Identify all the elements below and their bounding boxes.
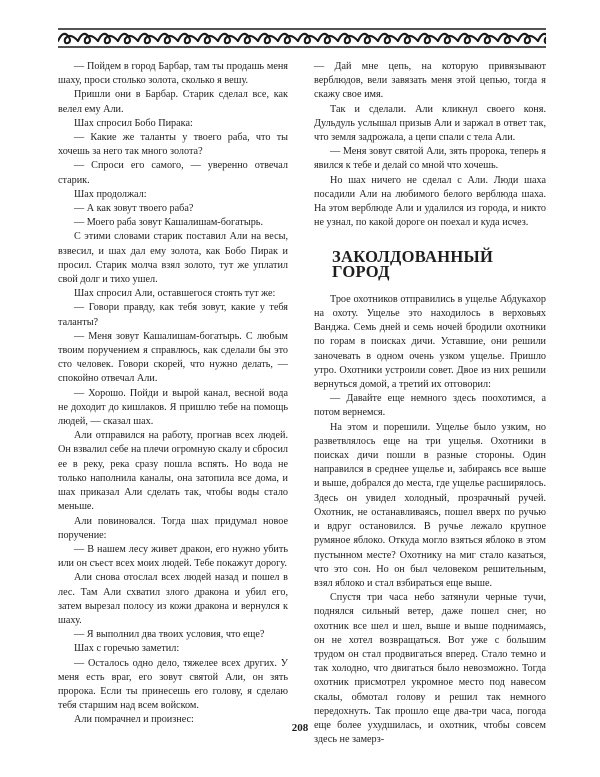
paragraph: На этом и порешили. Ущелье было узким, но разветвлялось еще на три ущелья. Охотники в поисках дичи пошли в разные стороны. Один направился в среднее ущелье и, забираясь все выше и выше, добрался до места, где ущелье расширялось. Здесь он увидел холодный, прозрачный ручей. Охотник, не останавливаясь, пошел вверх по ручью и вдруг остановился. В ручье лежало крупное румяное яблоко. Откуда могло взяться яблоко в этом пустынном месте? Охотнику на миг стало казаться, что это сон. Но он был человеком решительным, взял яблоко и стал взбираться еще выше.: [314, 421, 546, 589]
paragraph: Пришли они в Барбар. Старик сделал все, как велел ему Али.: [58, 89, 288, 115]
paragraph: — А как зовут твоего раба?: [74, 203, 194, 215]
left-text-column: [58, 60, 288, 728]
paragraph: С этими словами старик поставил Али на весы, взвесил, и шах дал ему золота, как Бобо Пирак и просил. Старик молча взял золото, тут же уплатил свой долг и тихо ушел.: [58, 231, 288, 286]
paragraph: Так и сделали. Али кликнул своего коня. Дульдуль услышал призыв Али и заржал в ответ так, что земля задрожала, а цепи спали с тела Али.: [314, 103, 546, 144]
paragraph: — Пойдем в город Барбар, там ты продашь меня шаху, проси столько золота, сколько я вешу.: [58, 61, 288, 87]
paragraph: Трое охотников отправились в ущелье Абдукахор на охоту. Ущелье это находилось в верховьях Ванджа. Семь дней и семь ночей бродили охотники по горам в поисках дичи. Уставшие, они решили заночевать в одном очень узком ущелье. Пришло утро. Охотники устроили совет. Двое из них решили вернуться домой, а третий их отговорил:: [314, 293, 546, 391]
paragraph: — Дай мне цепь, на которую привязывают верблюдов, вели завязать меня этой цепью, тогда я скажу свое имя.: [314, 61, 546, 101]
paragraph: — Какие же таланты у твоего раба, что ты хочешь за него так много золота?: [58, 132, 288, 158]
paragraph: Али повиновался. Тогда шах придумал новое поручение:: [58, 515, 288, 541]
paragraph: Шах продолжал:: [74, 188, 147, 200]
paragraph: — Давайте еще немного здесь поохотимся, а потом вернемся.: [314, 393, 546, 419]
paragraph: — Моего раба зовут Кашалишам-богатырь.: [74, 217, 263, 229]
paragraph: Али снова отослал всех людей назад и пошел в лес. Там Али схватил злого дракона и убил его, затем вырезал полосу из кожи дракона и вернулся к шаху.: [58, 572, 288, 626]
paragraph: Шах спросил Али, оставшегося стоять тут же:: [74, 288, 276, 300]
paragraph: — Осталось одно дело, тяжелее всех других. У меня есть враг, его зовут святой Али, он зять пророка. Если ты принесешь его голову, я сделаю тебя старшим над всем войском.: [58, 657, 288, 712]
page-number: 208: [291, 722, 309, 734]
paragraph: — В нашем лесу живет дракон, его нужно убить или он съест всех моих людей. Тебе покажут дорогу.: [58, 543, 288, 570]
paragraph: — Я выполнил два твоих условия, что еще?: [74, 629, 265, 641]
paragraph: — Хорошо. Пойди и вырой канал, весной вода не доходит до кишлаков. Я пришлю тебе на помощь людей, — сказал шах.: [58, 387, 288, 428]
paragraph: Но шах ничего не сделал с Али. Люди шаха посадили Али на любимого белого верблюда шаха. На этом верблюде Али и удалился из города, и никто не узнал, по какой дороге он поехал и куда исчез.: [314, 174, 546, 229]
decorative-border-ornament: [58, 27, 546, 49]
right-text-column: [314, 60, 546, 747]
paragraph: Али отправился на работу, прогнав всех людей. Он взвалил себе на плечи огромную скалу и сбросил ее в реку, река сразу пошла вспять. Но вода не только наполнила каналы, она затопила все дома, и шах приказал Али сделать так, чтобы воды стало меньше.: [58, 430, 288, 513]
paragraph: Спустя три часа небо затянули черные тучи, поднялся сильный ветер, даже пошел снег, но охотник все шел и шел, выше и выше поднимаясь, он не хотел возвращаться. Вот уже с большим трудом он стал продвигаться вперед. Стало темно и так холодно, что двигаться было невозможно. Тогда охотник присмотрел укромное место под навесом скалы, обмотал голову и решил так немного передохнуть. Так прошло еще два-три часа, погода еще более ухудшилась, и охотник, чтобы совсем здесь не замерз-: [314, 592, 546, 746]
section-heading: ЗАКОЛДОВАННЫЙ ГОРОД: [332, 247, 494, 281]
paragraph: — Спроси его самого, — уверенно отвечал старик.: [58, 160, 288, 186]
paragraph: Шах с горечью заметил:: [74, 643, 180, 655]
paragraph: — Меня зовут Кашалишам-богатырь. С любым твоим поручением я справлюсь, как сделали бы это сто человек. Говори скорей, что нужно делать, — спокойно отвечал Али.: [58, 330, 288, 385]
paragraph: — Меня зовут святой Али, зять пророка, теперь я явился к тебе и делай со мной что хочешь.: [314, 146, 546, 172]
paragraph: Али помрачнел и произнес:: [74, 714, 194, 726]
paragraph: Шах спросил Бобо Пирака:: [74, 117, 193, 129]
paragraph: — Говори правду, как тебя зовут, какие у тебя таланты?: [58, 302, 288, 328]
